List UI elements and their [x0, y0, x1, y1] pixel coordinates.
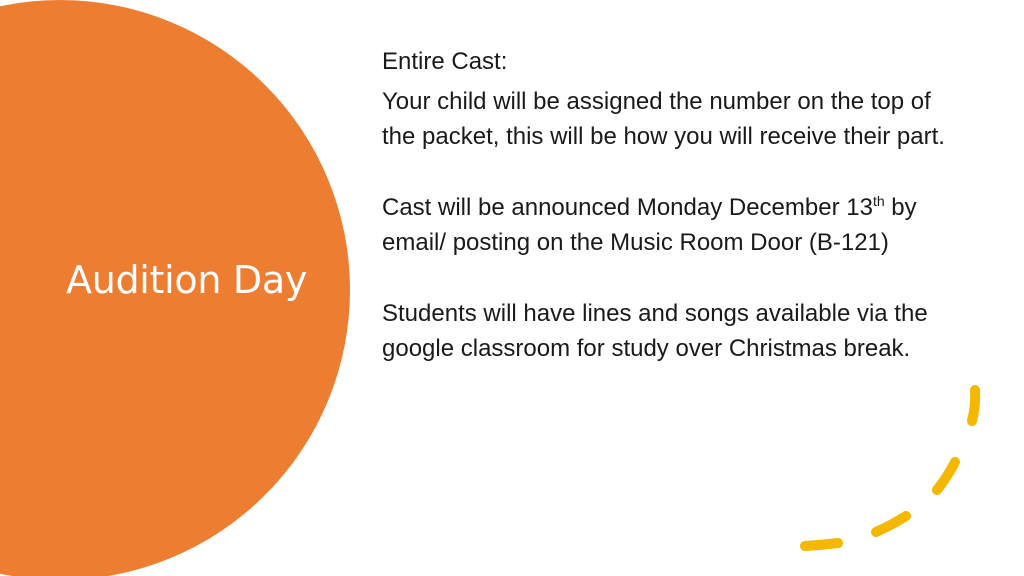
decorative-dashed-arc — [805, 390, 975, 546]
paragraph-study-materials: Students will have lines and songs available via the google classroom for study over Christmas break. — [382, 300, 928, 362]
paragraph-part-assignment: Your child will be assigned the number on the top of the packet, this will be how you will receive their part. — [382, 88, 945, 150]
slide-body — [382, 44, 962, 402]
arc-dash — [876, 516, 906, 532]
section-heading: Entire Cast: — [382, 48, 508, 75]
arc-dash — [937, 462, 955, 490]
slide-title: Audition Day — [66, 258, 308, 302]
announcement-text-start: Cast will be announced Monday December 13 — [382, 194, 873, 221]
announcement-text-end: by email/ posting on the Music Room Door (B-121) — [382, 194, 917, 256]
ordinal-suffix: th — [872, 193, 885, 209]
arc-dash — [805, 543, 838, 546]
paragraph-cast-announcement — [382, 190, 962, 260]
arc-dash — [972, 390, 975, 421]
